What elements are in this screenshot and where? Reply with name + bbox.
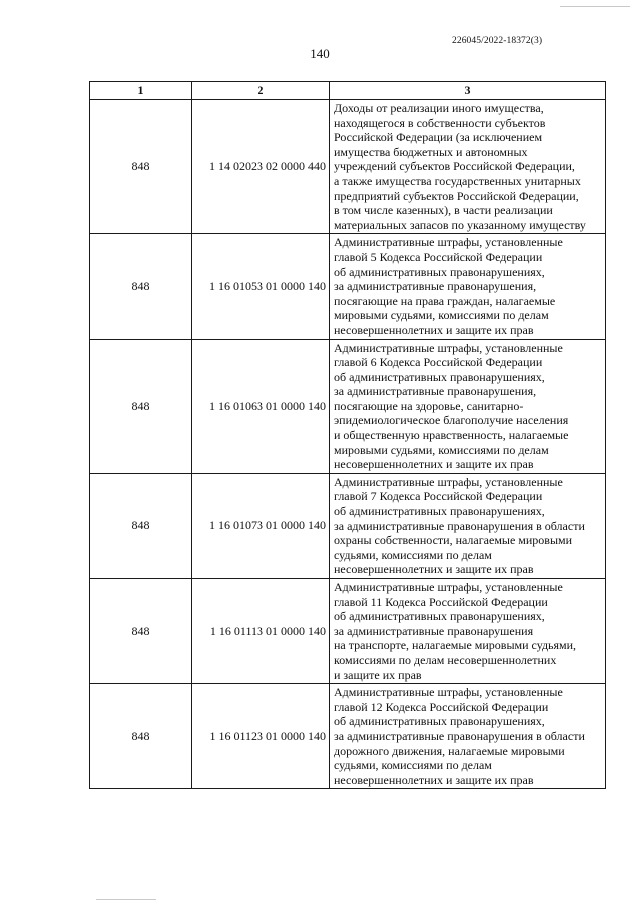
column-header-1: 1 bbox=[90, 82, 192, 100]
description-cell bbox=[330, 473, 606, 578]
description-line: об административных правонарушениях, bbox=[334, 264, 545, 279]
description-cell bbox=[330, 100, 606, 234]
description-line: дорожного движения, налагаемые мировыми bbox=[334, 743, 565, 758]
description-line: несовершеннолетних и защите их прав bbox=[334, 772, 534, 787]
column-header-3: 3 bbox=[330, 82, 606, 100]
description-line: об административных правонарушениях, bbox=[334, 504, 545, 519]
budget-code-cell: 1 16 01113 01 0000 140 bbox=[192, 579, 330, 684]
description-line: в том числе казенных), в части реализации bbox=[334, 203, 553, 218]
description-line: судьями, комиссиями по делам bbox=[334, 547, 492, 562]
description-line: и общественную нравственность, налагаемые bbox=[334, 428, 569, 443]
admin-code-cell: 848 bbox=[90, 339, 192, 473]
description-line: учреждений субъектов Российской Федерации, bbox=[334, 159, 575, 174]
description-line: мировыми судьями, комиссиями по делам bbox=[334, 442, 549, 457]
description-line: несовершеннолетних и защите их прав bbox=[334, 562, 534, 577]
description-line: главой 12 Кодекса Российской Федерации bbox=[334, 699, 549, 714]
budget-code-cell: 1 16 01073 01 0000 140 bbox=[192, 473, 330, 578]
description-line: посягающие на права граждан, налагаемые bbox=[334, 293, 556, 308]
description-line: мировыми судьями, комиссиями по делам bbox=[334, 308, 549, 323]
description-line: Административные штрафы, установленные bbox=[334, 685, 563, 700]
description-line: Административные штрафы, установленные bbox=[334, 340, 563, 355]
description-line: предприятий субъектов Российской Федерации, bbox=[334, 188, 579, 203]
description-line: имущества бюджетных и автономных bbox=[334, 144, 528, 159]
description-line: эпидемиологическое благополучие населения bbox=[334, 413, 569, 428]
description-line: а также имущества государственных унитарных bbox=[334, 173, 581, 188]
description-cell bbox=[330, 579, 606, 684]
table-row bbox=[90, 473, 606, 578]
description-line: за административные правонарушения bbox=[334, 623, 534, 638]
description-line: Административные штрафы, установленные bbox=[334, 580, 563, 594]
table-row bbox=[90, 100, 606, 234]
document-id: 226045/2022-18372(3) bbox=[452, 36, 543, 46]
description-line: посягающие на здоровье, санитарно- bbox=[334, 398, 524, 413]
budget-code-cell: 1 14 02023 02 0000 440 bbox=[192, 100, 330, 234]
description-line: главой 11 Кодекса Российской Федерации bbox=[334, 594, 548, 609]
description-line: за административные правонарушения в области bbox=[334, 518, 585, 533]
admin-code-cell: 848 bbox=[90, 473, 192, 578]
revenue-codes-table bbox=[89, 81, 606, 789]
column-header-2: 2 bbox=[192, 82, 330, 100]
scan-artifact-top bbox=[560, 6, 630, 7]
table-row bbox=[90, 339, 606, 473]
description-line: за административные правонарушения в области bbox=[334, 728, 585, 743]
admin-code-cell: 848 bbox=[90, 579, 192, 684]
description-line: за административные правонарушения, bbox=[334, 279, 537, 294]
description-line: Административные штрафы, установленные bbox=[334, 474, 563, 489]
description-line: об административных правонарушениях, bbox=[334, 609, 545, 624]
description-line: главой 7 Кодекса Российской Федерации bbox=[334, 489, 543, 504]
description-line: комиссиями по делам несовершеннолетних bbox=[334, 652, 557, 667]
description-line: Российской Федерации (за исключением bbox=[334, 130, 543, 145]
description-line: за административные правонарушения, bbox=[334, 384, 537, 399]
budget-code-cell: 1 16 01053 01 0000 140 bbox=[192, 234, 330, 339]
description-line: находящегося в собственности субъектов bbox=[334, 115, 546, 130]
table-row bbox=[90, 234, 606, 339]
table-header-row bbox=[90, 82, 606, 100]
description-line: об административных правонарушениях, bbox=[334, 714, 545, 729]
description-line: несовершеннолетних и защите их прав bbox=[334, 457, 534, 472]
table-row bbox=[90, 579, 606, 684]
description-line: Административные штрафы, установленные bbox=[334, 235, 563, 250]
table-row bbox=[90, 684, 606, 789]
budget-code-cell: 1 16 01123 01 0000 140 bbox=[192, 684, 330, 789]
budget-code-cell: 1 16 01063 01 0000 140 bbox=[192, 339, 330, 473]
description-line: об административных правонарушениях, bbox=[334, 369, 545, 384]
description-line: главой 6 Кодекса Российской Федерации bbox=[334, 355, 543, 370]
description-cell bbox=[330, 339, 606, 473]
admin-code-cell: 848 bbox=[90, 684, 192, 789]
description-line: на транспорте, налагаемые мировыми судьями, bbox=[334, 638, 577, 653]
scan-artifact-bottom bbox=[96, 899, 156, 900]
description-cell bbox=[330, 234, 606, 339]
admin-code-cell: 848 bbox=[90, 234, 192, 339]
admin-code-cell: 848 bbox=[90, 100, 192, 234]
description-line: судьями, комиссиями по делам bbox=[334, 758, 492, 773]
description-line: несовершеннолетних и защите их прав bbox=[334, 322, 534, 337]
description-line: материальных запасов по указанному имуществу bbox=[334, 217, 586, 232]
description-line: главой 5 Кодекса Российской Федерации bbox=[334, 249, 543, 264]
page-number: 140 bbox=[310, 46, 330, 61]
description-line: и защите их прав bbox=[334, 667, 422, 682]
description-line: охраны собственности, налагаемые мировыми bbox=[334, 533, 573, 548]
description-line: Доходы от реализации иного имущества, bbox=[334, 101, 544, 115]
description-cell bbox=[330, 684, 606, 789]
